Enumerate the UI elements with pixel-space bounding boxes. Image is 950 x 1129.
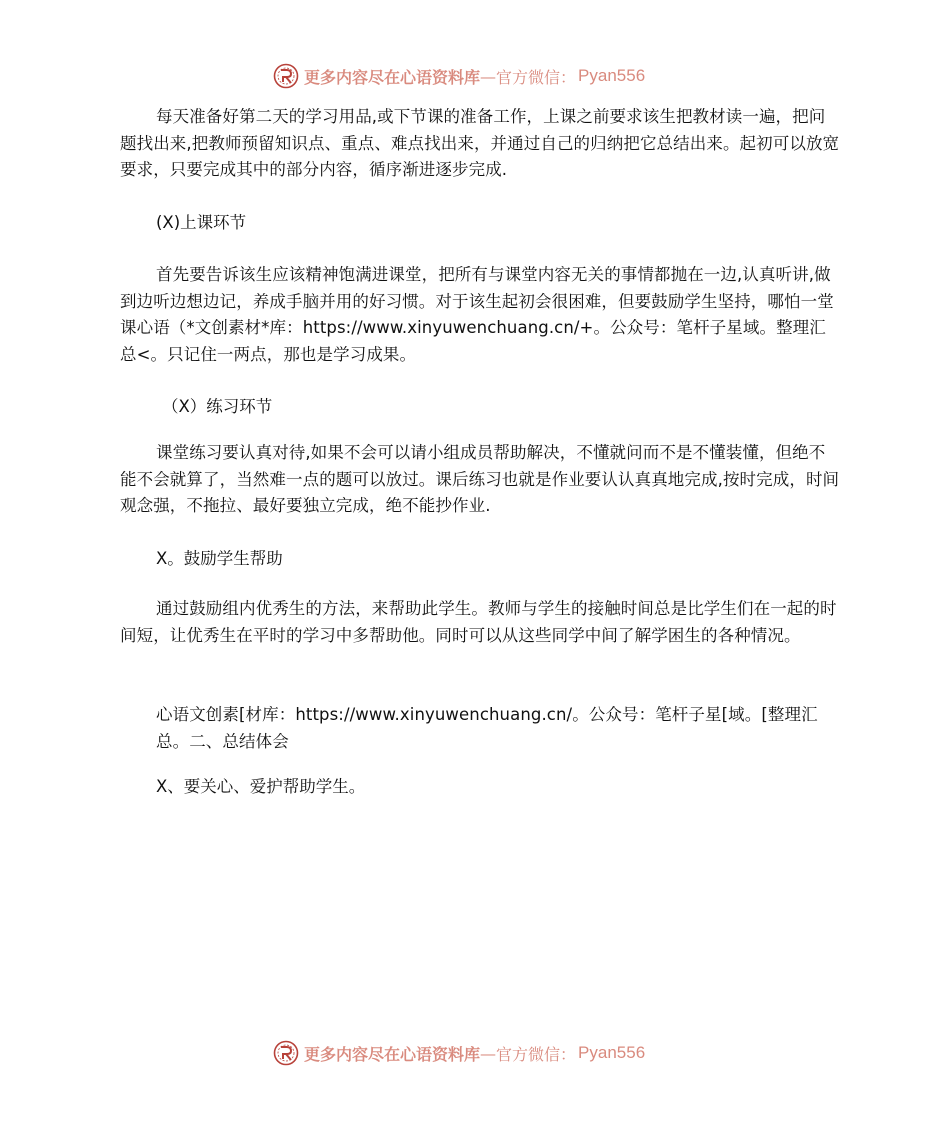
paragraph-source-note: 心语文创素[材库：https://www.xinyuwenchuang.cn/。公众号：笔杆子星[域。[整理汇总。二、总结体会	[156, 705, 818, 751]
header-banner	[272, 61, 645, 91]
banner-wechat-handle: Pyan556	[578, 1043, 646, 1062]
heading-care-students: X、要关心、爱护帮助学生。	[156, 777, 366, 796]
banner-wechat-label: 官方微信：	[496, 67, 577, 87]
paragraph-class-session: 首先要告诉该生应该精神饱满进课堂，把所有与课堂内容无关的事情都抛在一边,认真听讲,做到边听边想边记，养成手脑并用的好习惯。对于该生起初会很困难，但要鼓励学生坚持，哪怕一堂课心语（*文创素材*库：https://www.xinyuwenchuang.cn/+。公众号：笔杆子星域。整理汇总<。只记住一两点，那也是学习成果。	[120, 265, 834, 364]
footer-banner	[272, 1038, 645, 1068]
paragraph-practice: 课堂练习要认真对待,如果不会可以请小组成员帮助解决，不懂就问而不是不懂装懂，但绝不能不会就算了，当然难一点的题可以放过。课后练习也就是作业要认认真真地完成,按时完成，时间观念强，不拖拉、最好要独立完成，绝不能抄作业.	[120, 443, 840, 515]
banner-separator: —	[480, 1043, 497, 1063]
brand-logo-icon	[272, 62, 300, 90]
heading-class-session: (X)上课环节	[156, 213, 247, 232]
paragraph-peer-help: 通过鼓励组内优秀生的方法，来帮助此学生。教师与学生的接触时间总是比学生们在一起的时间短，让优秀生在平时的学习中多帮助他。同时可以从这些同学中间了解学困生的各种情况。	[120, 599, 837, 645]
brand-logo-icon	[272, 1039, 300, 1067]
heading-peer-help: X。鼓励学生帮助	[156, 549, 283, 568]
banner-wechat-handle: Pyan556	[578, 66, 646, 85]
banner-title: 更多内容尽在心语资料库	[304, 67, 481, 87]
banner-separator: —	[480, 66, 497, 86]
heading-practice: （X）练习环节	[162, 397, 273, 416]
banner-wechat-label: 官方微信：	[496, 1044, 577, 1064]
banner-title: 更多内容尽在心语资料库	[304, 1044, 481, 1064]
paragraph-preparation: 每天准备好第二天的学习用品,或下节课的准备工作，上课之前要求该生把教材读一遍，把问题找出来,把教师预留知识点、重点、难点找出来，并通过自己的归纳把它总结出来。起初可以放宽要求，只要完成其中的部分内容，循序渐进逐步完成.	[120, 107, 840, 179]
